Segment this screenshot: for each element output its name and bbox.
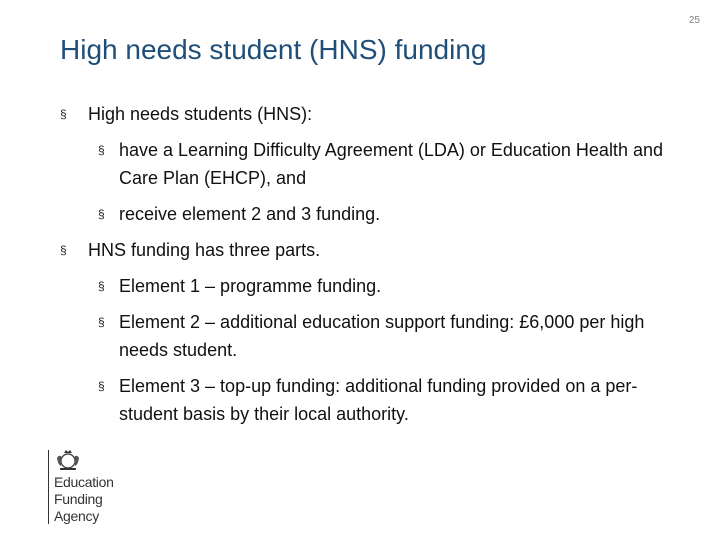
slide-title: High needs student (HNS) funding: [60, 34, 487, 65]
bullet-text: HNS funding has three parts.: [88, 240, 321, 260]
sub-bullet-item: [98, 136, 679, 192]
royal-crest-icon: [54, 448, 82, 472]
sub-bullet-item: [98, 308, 679, 364]
bullet-marker-icon: §: [60, 243, 67, 257]
bullet-item: [60, 236, 680, 264]
logo-text: [54, 474, 114, 525]
sub-bullet-text: Element 1 – programme funding.: [119, 276, 382, 296]
page-number: 25: [688, 15, 700, 26]
bullet-marker-icon: §: [60, 107, 67, 121]
sub-bullet-text: Element 2 – additional education support funding: £6,000 per high needs student.: [119, 312, 645, 360]
sub-bullet-item: [98, 200, 679, 228]
logo-line-education: Education: [54, 474, 114, 490]
bullet-list: [60, 100, 680, 436]
bullet-marker-icon: §: [98, 279, 105, 293]
sub-bullet-text: have a Learning Difficulty Agreement (LDA) or Education Health and Care Plan (EHCP), and: [119, 140, 663, 188]
bullet-marker-icon: §: [98, 207, 105, 221]
logo-line-funding: Funding: [54, 491, 103, 507]
sub-bullet-item: [98, 372, 679, 428]
bullet-text: High needs students (HNS):: [88, 104, 313, 124]
bullet-marker-icon: §: [98, 315, 105, 329]
bullet-marker-icon: §: [98, 143, 105, 157]
sub-bullet-text: receive element 2 and 3 funding.: [119, 204, 381, 224]
logo-line-agency: Agency: [54, 508, 99, 524]
bullet-item: [60, 100, 680, 128]
sub-bullet-text: Element 3 – top-up funding: additional funding provided on a per-student basis by their local authority.: [119, 376, 638, 424]
sub-bullet-item: [98, 272, 679, 300]
bullet-marker-icon: §: [98, 379, 105, 393]
